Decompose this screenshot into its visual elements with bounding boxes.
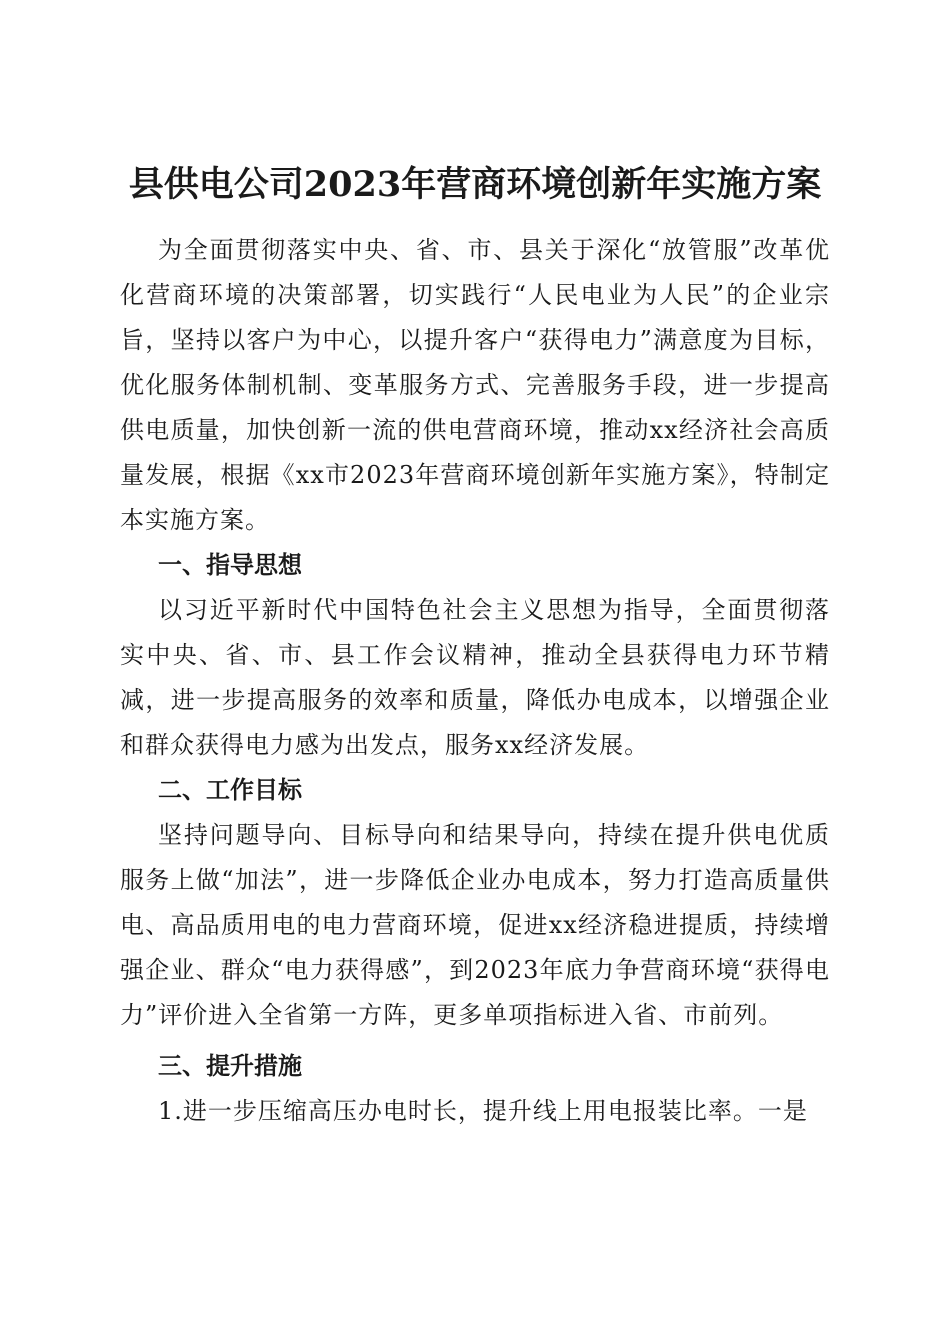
document-title: 县供电公司2023年营商环境创新年实施方案 — [128, 164, 822, 206]
section-heading-guiding-ideology: 一、指导思想 — [158, 551, 302, 579]
section-paragraph-work-goals: 坚持问题导向、目标导向和结果导向，持续在提升供电优质服务上做“加法”，进一步降低企业办电成本，努力打造高质量供电、高品质用电的电力营商环境，促进xx经济稳进提质，持续增强企业、群众“电力获得感”，到2023年底力争营商环境“获得电力”评价进入全省第一方阵，更多单项指标进入省、市前列。 — [120, 821, 830, 1029]
section-paragraph-guiding-ideology: 以习近平新时代中国特色社会主义思想为指导，全面贯彻落实中央、省、市、县工作会议精神，推动全县获得电力环节精减，进一步提高服务的效率和质量，降低办电成本，以增强企业和群众获得电力感为出发点，服务xx经济发展。 — [120, 596, 830, 759]
section-paragraph-improvement-measures: 1.进一步压缩高压办电时长，提升线上用电报装比率。一是 — [158, 1097, 808, 1125]
intro-paragraph: 为全面贯彻落实中央、省、市、县关于深化“放管服”改革优化营商环境的决策部署，切实践行“人民电业为人民”的企业宗旨，坚持以客户为中心，以提升客户“获得电力”满意度为目标，优化服务体制机制、变革服务方式、完善服务手段，进一步提高供电质量，加快创新一流的供电营商环境，推动xx经济社会高质量发展，根据《xx市2023年营商环境创新年实施方案》，特制定本实施方案。 — [120, 236, 830, 534]
section-heading-work-goals: 二、工作目标 — [158, 776, 302, 804]
document-body — [120, 228, 830, 1134]
section-heading-improvement-measures: 三、提升措施 — [158, 1052, 302, 1080]
